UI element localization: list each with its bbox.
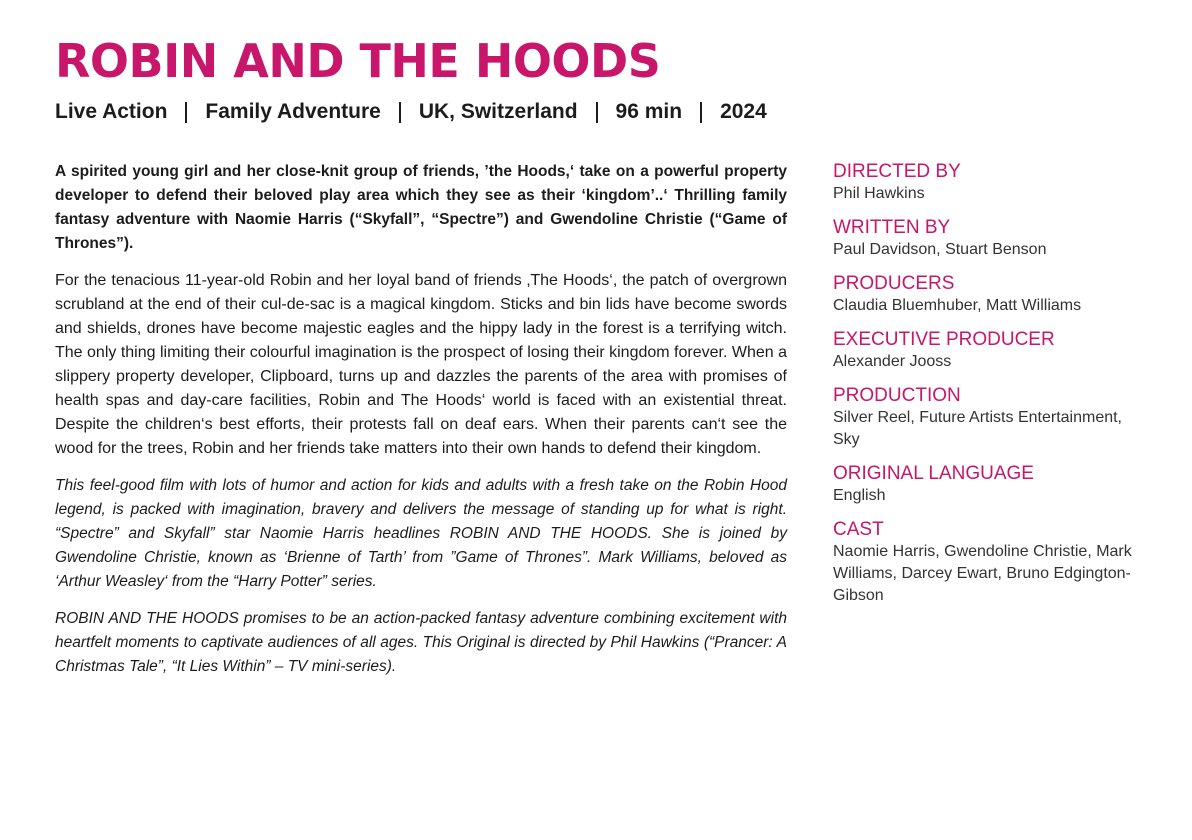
credit-label: PRODUCERS — [833, 273, 955, 294]
meta-runtime: 96 min — [615, 100, 683, 123]
meta-genre: Family Adventure — [205, 100, 381, 123]
meta-year: 2024 — [720, 100, 767, 123]
synopsis-body: For the tenacious 11-year-old Robin and her loyal band of friends ‚The Hoods‘, the patch of overgrown scrubland at the end of their cul-de-sac is a magical kingdom. Sticks and bin lids have become swords and shields, drones have become majestic eagles and the hippy lady in the forest is a terrifying witch. The only thing limiting their colourful imagination is the prospect of losing their kingdom forever. When a slippery property developer, Clipboard, turns up and dazzles the parents of the area with promises of health spas and day-care facilities, Robin and The Hoods‘ world is faced with an existential threat. Despite the children‘s best efforts, their protests fall on deaf ears. When their parents can‘t see the wood for the trees, Robin and her friends take matters into their own hands to defend their kingdom. — [55, 272, 787, 457]
credit-production — [833, 384, 1153, 451]
credit-label: EXECUTIVE PRODUCER — [833, 329, 1055, 350]
meta-divider — [700, 102, 702, 123]
credit-label: DIRECTED BY — [833, 161, 961, 182]
meta-divider — [185, 102, 187, 123]
meta-country: UK, Switzerland — [418, 100, 578, 123]
credit-label: WRITTEN BY — [833, 217, 951, 238]
credit-value: Phil Hawkins — [833, 185, 925, 202]
credit-value: English — [833, 487, 886, 504]
page-title: ROBIN AND THE HOODS — [55, 34, 661, 88]
synopsis-lead: A spirited young girl and her close-knit group of friends, ’the Hoods,‘ take on a powerful property developer to defend their beloved play area which they see as their ‘kingdom’..‘ Thrilling family fantasy adventure with Naomie Harris (“Skyfall”, “Spectre”) and Gwendoline Christie (“Game of Thrones”). — [55, 163, 787, 252]
credit-written-by — [833, 216, 1153, 261]
credit-label: PRODUCTION — [833, 385, 961, 406]
credit-label: ORIGINAL LANGUAGE — [833, 463, 1034, 484]
credit-value: Silver Reel, Future Artists Entertainment, Sky — [833, 409, 1122, 448]
meta-format: Live Action — [55, 100, 168, 123]
credit-original-language — [833, 462, 1153, 507]
credit-value: Naomie Harris, Gwendoline Christie, Mark Williams, Darcey Ewart, Bruno Edgington-Gibson — [833, 543, 1132, 604]
credit-directed-by — [833, 160, 1153, 205]
synopsis-pitch: This feel-good film with lots of humor and action for kids and adults with a fresh take on the Robin Hood legend, is packed with imagination, bravery and delivers the message of standing up for what is right. “Spectre” and Skyfall” star Naomie Harris headlines ROBIN AND THE HOODS. She is joined by Gwendoline Christie, known as ‘Brienne of Tarth’ from ”Game of Thrones”. Mark Williams, beloved as ‘Arthur Weasley‘ from the “Harry Potter” series. — [55, 477, 787, 590]
meta-divider — [399, 102, 401, 123]
credit-cast — [833, 518, 1153, 607]
credits-sidebar — [833, 160, 1153, 618]
credit-value: Alexander Jooss — [833, 353, 952, 370]
credit-label: CAST — [833, 519, 884, 540]
credit-producers — [833, 272, 1153, 317]
synopsis-closing: ROBIN AND THE HOODS promises to be an action-packed fantasy adventure combining excitement with heartfelt moments to captivate audiences of all ages. This Original is directed by Phil Hawkins (“Prancer: A Christmas Tale”, “It Lies Within” – TV mini-series). — [55, 610, 787, 675]
credit-value: Claudia Bluemhuber, Matt Williams — [833, 297, 1082, 314]
credit-executive-producer — [833, 328, 1153, 373]
film-meta-bar — [55, 98, 767, 126]
credit-value: Paul Davidson, Stuart Benson — [833, 241, 1047, 258]
meta-divider — [596, 102, 598, 123]
synopsis — [55, 160, 787, 692]
